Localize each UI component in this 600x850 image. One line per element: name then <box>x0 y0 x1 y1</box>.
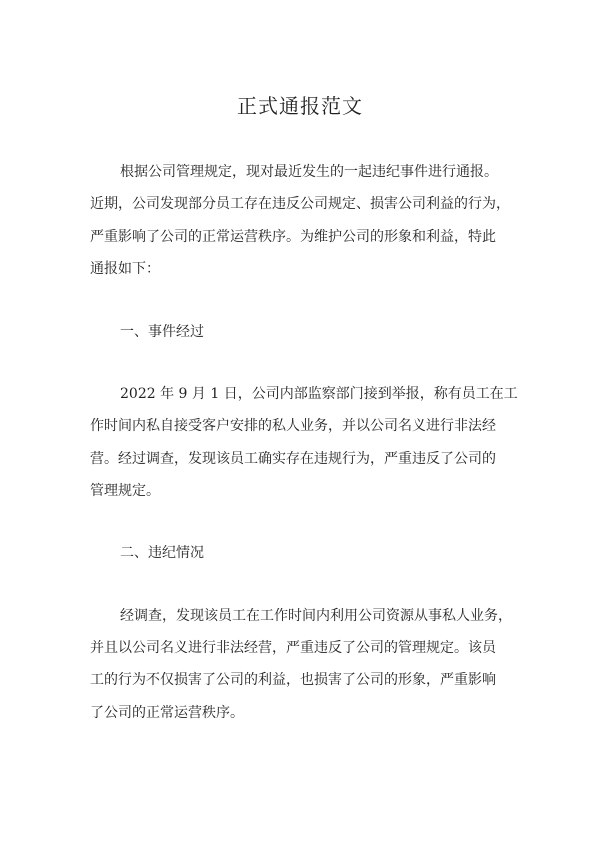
section-1-line-4: 管理规定。 <box>90 483 160 499</box>
intro-line-3: 严重影响了公司的正常运营秩序。为维护公司的形象和利益，特此 <box>90 229 496 245</box>
document-title: 正式通报范文 <box>237 94 363 118</box>
section-2-line-3: 工的行为不仅损害了公司的利益，也损害了公司的形象，严重影响 <box>90 672 496 688</box>
section-1-line-3: 营。经过调查，发现该员工确实存在违规行为，严重违反了公司的 <box>90 451 496 467</box>
section-1-line-2: 作时间内私自接受客户安排的私人业务，并以公司名义进行非法经 <box>90 418 496 434</box>
section-1-heading: 一、事件经过 <box>120 324 204 340</box>
intro-line-4: 通报如下： <box>90 261 160 277</box>
section-2-line-1: 经调查，发现该员工在工作时间内利用公司资源从事私人业务， <box>120 608 512 624</box>
section-1-line-1: 2022 年 9 月 1 日，公司内部监察部门接到举报，称有员工在工 <box>120 386 518 402</box>
section-2-line-2: 并且以公司名义进行非法经营，严重违反了公司的管理规定。该员 <box>90 640 496 656</box>
intro-line-2: 近期，公司发现部分员工存在违反公司规定、损害公司利益的行为， <box>90 196 510 212</box>
section-2-heading: 二、违纪情况 <box>120 545 204 561</box>
section-2-line-4: 了公司的正常运营秩序。 <box>90 705 244 721</box>
intro-line-1: 根据公司管理规定，现对最近发生的一起违纪事件进行通报。 <box>120 164 498 180</box>
